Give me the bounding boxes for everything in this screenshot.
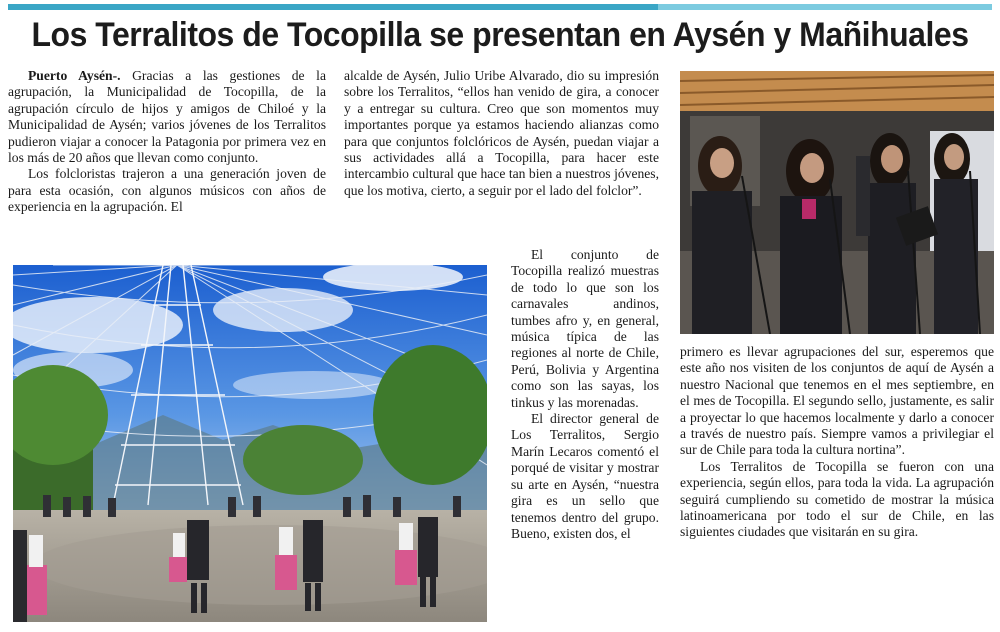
article-column-2-narrow	[511, 247, 659, 542]
plaza-dance-photo	[13, 265, 487, 622]
accent-bar-light	[658, 4, 992, 10]
paragraph: El director general de Los Terralitos, Sergio Marín Lecaros comentó el porqué de visitar y mostrar su arte en Aysén, “nuestra gira es un sello que tenemos dentro del grupo. Bueno, existen dos, el	[511, 411, 659, 541]
article-column-1	[8, 68, 326, 216]
paragraph-text: Gracias a las gestiones de la agrupación, la Municipalidad de Tocopilla, de la agrupación círculo de hijos y amigos de Chiloé y la Municipalidad de Aysén; varios jóvenes de los Terralitos pudieron viajar a conocer la Patagonia por primera vez en los más de 20 años que llevan como conjunto.	[8, 68, 326, 166]
paragraph: El conjunto de Tocopilla realizó muestras de todo lo que son los carnavales andinos, tumbes afro y, en general, música típica de las regiones al norte de Chile, Perú, Bolivia y Argentina como son las sayas, los tinkus y las morenadas.	[511, 247, 659, 410]
singers-photo	[680, 71, 994, 334]
paragraph: Los Terralitos de Tocopilla se fueron con una experiencia, según ellos, para toda la vida. La agrupación seguirá cumpliendo su cometido de mostrar la música latinoamericana por todo el sur de Chile, en las siguientes ciudades que visitarán en su gira.	[680, 458, 994, 540]
article-column-2	[344, 68, 659, 199]
top-accent-bar	[8, 4, 992, 10]
dateline: Puerto Aysén-.	[28, 68, 121, 83]
accent-bar-dark	[8, 4, 658, 10]
paragraph: alcalde de Aysén, Julio Uribe Alvarado, dio su impresión sobre los Terralitos, “ellos han venido de gira, a conocer y a entregar su cultura. Creo que son momentos muy importantes porque ya estamos haciendo alianzas como para que conjuntos folclóricos de Aysén, puedan viajar a sus actividades allá a Tocopilla, para hacer este intercambio cultural que hace tan bien a nuestros jóvenes, que los motiva, cierto, a seguir por el lado del folclor”.	[344, 68, 659, 198]
paragraph: Los folcloristas trajeron a una generación joven de para esta ocasión, con algunos músicos con años de experiencia en la agrupación. El	[8, 166, 326, 215]
article-column-3	[680, 344, 994, 541]
headline: Los Terralitos de Tocopilla se presentan en Aysén y Mañihuales	[31, 16, 969, 54]
paragraph: primero es llevar agrupaciones del sur, esperemos que este año nos visiten de los conjuntos de aquí de Aysén a nuestro Nacional que tenemos en el mes septiembre, en el mes de Tocopilla. El segundo sello, justamente, es salir a proyectar lo que hacemos localmente y darlo a conocer a través de nuestro país. Siempre vamos a privilegiar el sur de Chile para toda la cultura nortina”.	[680, 344, 994, 458]
paragraph	[8, 68, 326, 166]
